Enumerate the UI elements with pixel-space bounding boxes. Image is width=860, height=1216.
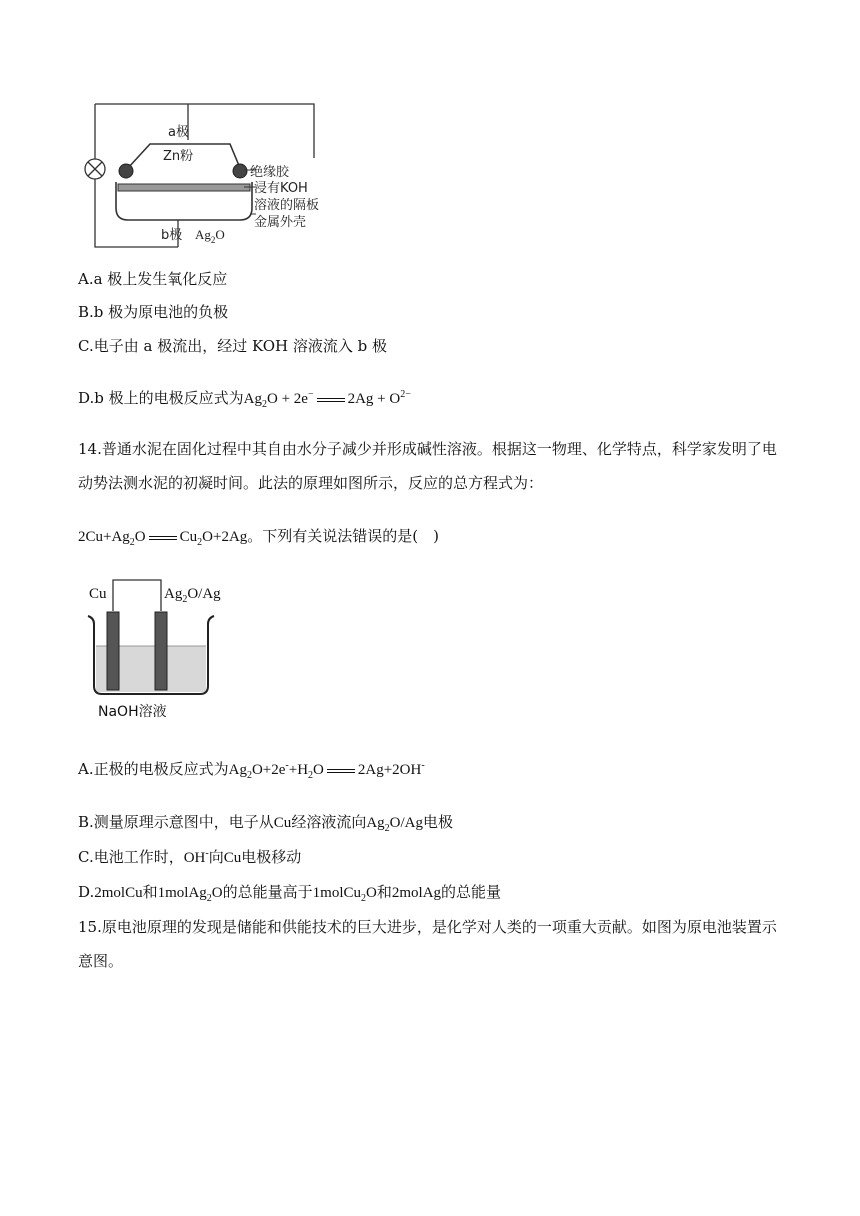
cu-label: Cu [89,586,107,602]
q14-option-d: D.2molCu和1molAg$_2$O的总能量高于1molCu$_2$O和2molAg的总能量 [78,883,502,904]
equals-sign [327,769,355,773]
q14-option-b: B.测量原理示意图中，电子从Cu经溶液流向$Ag_2O/Ag$电极 [78,813,454,834]
q14-stem: 14.普通水泥在固化过程中其自由水分子减少并形成碱性溶液。根据这一物理、化学特点，科学家发明了电动势法测水泥的初凝时间。此法的原理如图所示，反应的总方程式为： [78,440,777,492]
separator-label-1: 浸有KOH [254,181,308,196]
beaker-diagram [84,574,254,724]
q13-option-d: D.b 极上的电极反应式为$Ag_2O + 2e^-$ $2Ag + O^{2-}$ [78,389,411,410]
ag2o-ag-label: $Ag_2O/Ag$ [164,586,221,605]
button-cell-diagram [78,96,368,256]
insulating-glue-left [119,164,133,178]
separator-label-2: 溶液的隔板 [254,198,320,213]
q14-option-a: A.正极的电极反应式为$Ag_2O+2e^-+H_2O$ 2Ag+2OH- [78,760,425,781]
a-electrode-label: a极 [168,125,189,140]
ag2o-ag-electrode [155,612,167,690]
ag2o-label: $Ag_2O$ [195,227,225,245]
insulating-glue-label: 绝缘胶 [250,165,290,180]
equals-sign [149,536,177,540]
cu-electrode [107,612,119,690]
equals-sign [317,398,345,402]
koh-separator [118,184,250,191]
q14-option-c: C.电池工作时，OH-向Cu电极移动 [78,848,302,866]
zn-powder-label: Zn粉 [163,149,194,164]
q14-equation-line: $2Cu+Ag_2O$ $Cu_2O+2Ag$。下列有关说法错误的是( ) [78,527,439,548]
bulb-icon [85,159,105,179]
q13-option-b: B.b 极为原电池的负极 [78,303,229,321]
metal-shell-label: 金属外壳 [254,215,307,230]
q15-stem: 15.原电池原理的发现是储能和供能技术的巨大进步，是化学对人类的一项重大贡献。如图为原电池装置示意图。 [78,918,777,970]
b-electrode-label: b极 [161,228,183,243]
q13-option-a: A.a 极上发生氧化反应 [78,270,228,288]
q13-option-c: C.电子由 a 极流出，经过 KOH 溶液流入 b 极 [78,337,388,355]
insulating-glue-right [233,164,247,178]
naoh-solution-label: NaOH溶液 [98,704,167,720]
